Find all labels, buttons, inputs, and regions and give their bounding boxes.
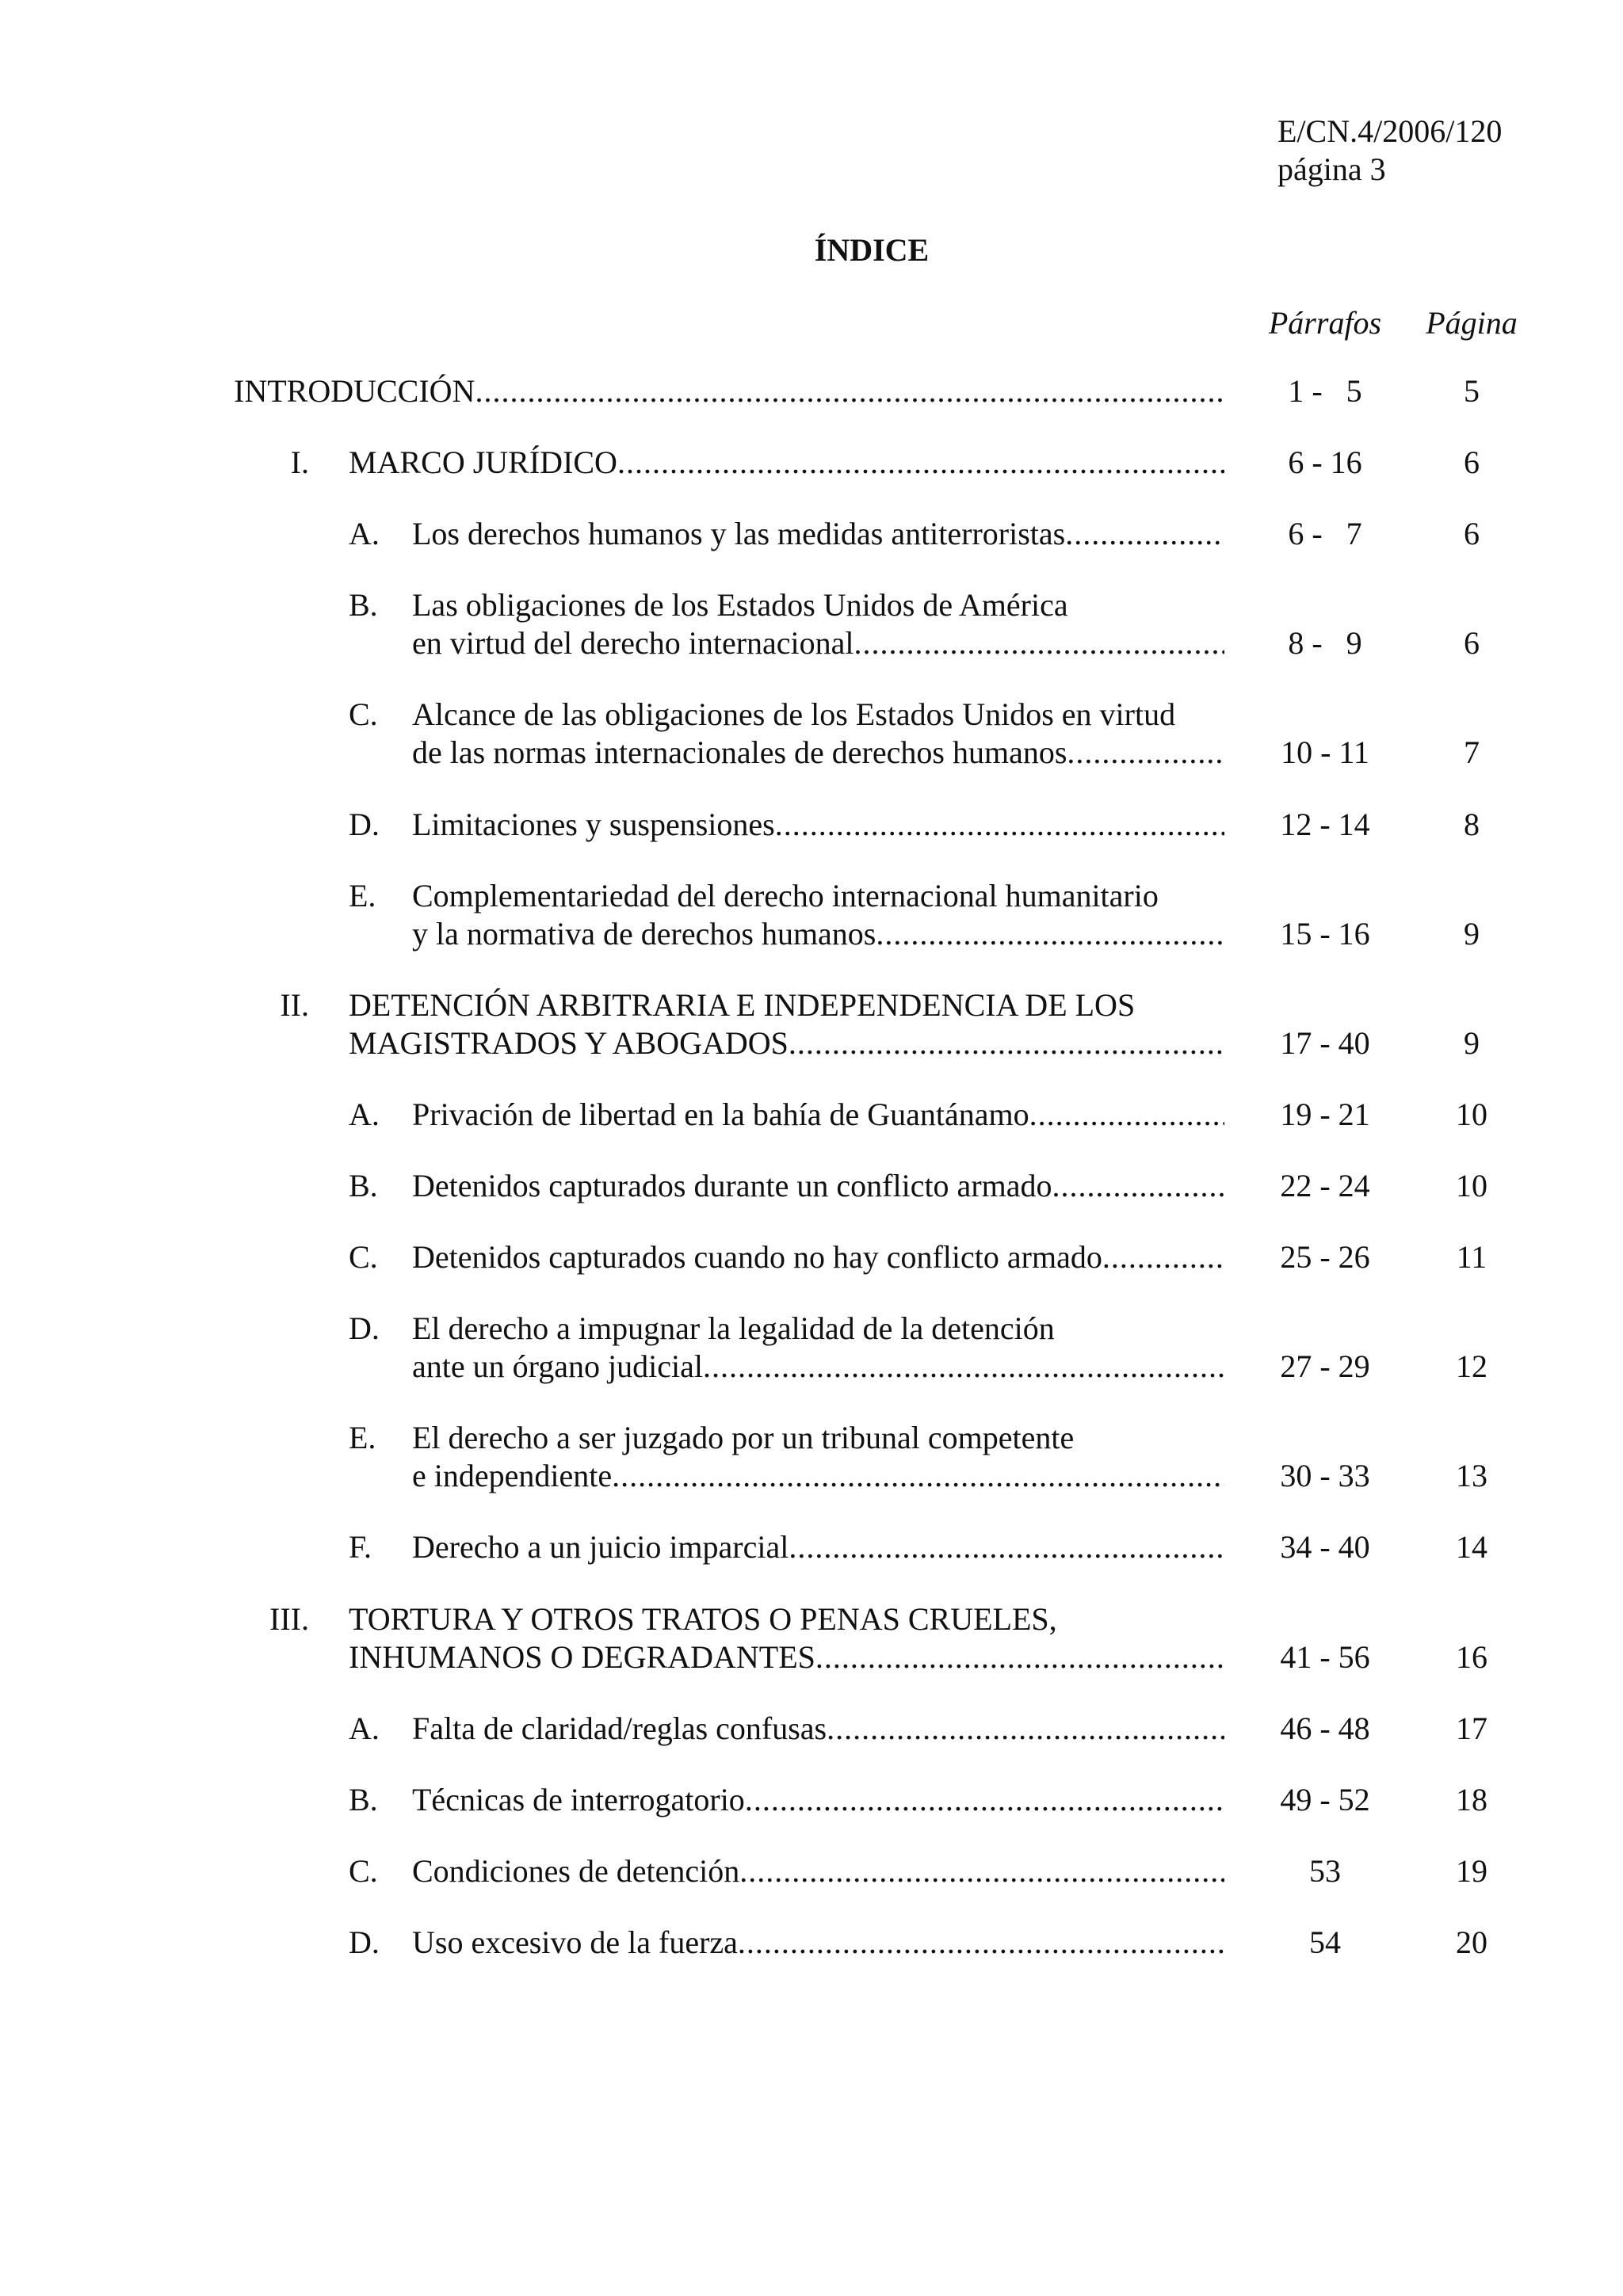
toc-entry-number: B. xyxy=(349,587,378,623)
toc-entry-title: Falta de claridad/reglas confusas xyxy=(412,1711,827,1746)
toc-entry-leader-line xyxy=(412,1852,1224,1890)
document-header xyxy=(1277,113,1502,189)
toc-entry-page: 6 xyxy=(1464,516,1480,551)
toc-entry-leader-line xyxy=(234,372,1224,410)
column-header-page: Página xyxy=(1426,305,1518,341)
dot-leader xyxy=(854,624,1224,662)
toc-entry-paragraphs: 53 xyxy=(1309,1853,1341,1889)
dot-leader xyxy=(617,444,1224,482)
toc-entry-leader-line xyxy=(412,734,1224,772)
toc-entry-title: Uso excesivo de la fuerza xyxy=(412,1924,738,1960)
toc-entry xyxy=(0,877,1623,953)
toc-entry xyxy=(0,1600,1623,1676)
toc-entry-title: Detenidos capturados durante un conflicto armado xyxy=(412,1168,1052,1203)
toc-entry xyxy=(0,1781,1623,1819)
dot-leader xyxy=(703,1348,1224,1386)
toc-entry-number: III. xyxy=(269,1601,309,1637)
toc-entry-paragraphs: 1 - 5 xyxy=(1288,373,1362,409)
toc-entry-title: MAGISTRADOS Y ABOGADOS xyxy=(349,1025,789,1061)
toc-entry-page: 10 xyxy=(1456,1168,1487,1203)
toc-entry-leader-line xyxy=(412,806,1224,844)
toc-entry-leader-line xyxy=(349,1024,1224,1062)
toc-entry-leader-line xyxy=(349,1638,1224,1676)
toc-entry-leader-line xyxy=(412,1348,1224,1386)
toc-entry-title: Limitaciones y suspensiones xyxy=(412,807,775,842)
toc-entry-number: D. xyxy=(349,1310,380,1346)
toc-entry-title: Técnicas de interrogatorio xyxy=(412,1782,745,1817)
toc-entry-paragraphs: 30 - 33 xyxy=(1280,1458,1370,1493)
dot-leader xyxy=(739,1852,1224,1890)
page-label: página 3 xyxy=(1277,151,1386,187)
toc-entry-paragraphs: 17 - 40 xyxy=(1280,1025,1370,1061)
toc-entry-title: Los derechos humanos y las medidas antiterroristas xyxy=(412,516,1066,551)
toc-entry-leader-line xyxy=(412,1167,1224,1205)
toc-entry-page: 9 xyxy=(1464,1025,1480,1061)
toc-entry-paragraphs: 12 - 14 xyxy=(1280,807,1370,842)
toc-entry-number: F. xyxy=(349,1529,372,1565)
dot-leader xyxy=(876,915,1224,953)
toc-entry-page: 19 xyxy=(1456,1853,1487,1889)
toc-entry-paragraphs: 46 - 48 xyxy=(1280,1711,1370,1746)
toc-entry-page: 6 xyxy=(1464,444,1480,480)
toc-entry-title: ante un órgano judicial xyxy=(412,1348,703,1384)
toc-entry-title: Detenidos capturados cuando no hay conflicto armado xyxy=(412,1239,1102,1275)
toc-entry-page: 6 xyxy=(1464,625,1480,661)
toc-entry-title: Condiciones de detención xyxy=(412,1853,740,1889)
toc-entry-number: E. xyxy=(349,1420,376,1455)
toc-entry-number: C. xyxy=(349,1239,378,1275)
toc-entry-number: II. xyxy=(280,987,309,1023)
toc-entry xyxy=(0,1528,1623,1566)
toc-entry-number: B. xyxy=(349,1168,378,1203)
dot-leader xyxy=(1029,1096,1224,1134)
toc-entry-leader-line xyxy=(412,515,1224,553)
toc-entry-number: C. xyxy=(349,1853,378,1889)
toc-entry-title: en virtud del derecho internacional xyxy=(412,625,854,661)
toc-entry xyxy=(0,1419,1623,1495)
toc-entry-page: 16 xyxy=(1456,1639,1487,1675)
toc-entry-title: El derecho a impugnar la legalidad de la detención xyxy=(412,1310,1055,1346)
toc-entry-page: 8 xyxy=(1464,807,1480,842)
toc-entry xyxy=(0,1924,1623,1962)
dot-leader xyxy=(738,1924,1224,1962)
toc-entry xyxy=(0,1096,1623,1134)
toc-entry-leader-line xyxy=(349,444,1224,482)
dot-leader xyxy=(612,1457,1224,1495)
toc-entry xyxy=(0,1852,1623,1890)
dot-leader xyxy=(1067,734,1224,772)
dot-leader xyxy=(1102,1238,1224,1276)
dot-leader xyxy=(745,1781,1224,1819)
toc-entry-page: 13 xyxy=(1456,1458,1487,1493)
toc-entry xyxy=(0,1710,1623,1748)
toc-entry-page: 20 xyxy=(1456,1924,1487,1960)
toc-entry-page: 11 xyxy=(1456,1239,1487,1275)
toc-entry-leader-line xyxy=(412,1924,1224,1962)
toc-entry xyxy=(0,696,1623,772)
toc-entry xyxy=(0,444,1623,482)
toc-entry xyxy=(0,515,1623,553)
toc-entry-page: 14 xyxy=(1456,1529,1487,1565)
dot-leader xyxy=(827,1710,1224,1748)
dot-leader xyxy=(475,372,1224,410)
toc-entry-page: 17 xyxy=(1456,1711,1487,1746)
dot-leader xyxy=(775,806,1224,844)
dot-leader xyxy=(1052,1167,1225,1205)
toc-entry-number: D. xyxy=(349,807,380,842)
toc-entry xyxy=(0,1310,1623,1386)
toc-entry xyxy=(0,586,1623,662)
toc-entry-paragraphs: 41 - 56 xyxy=(1280,1639,1370,1675)
toc-entry-paragraphs: 22 - 24 xyxy=(1280,1168,1370,1203)
toc-entry-page: 7 xyxy=(1464,734,1480,770)
toc-entry-paragraphs: 8 - 9 xyxy=(1288,625,1362,661)
toc-entry-number: A. xyxy=(349,1711,380,1746)
toc-entry-leader-line xyxy=(412,1710,1224,1748)
toc-entry-paragraphs: 10 - 11 xyxy=(1281,734,1369,770)
toc-title: ÍNDICE xyxy=(814,232,930,268)
toc-entry-leader-line xyxy=(412,1238,1224,1276)
toc-entry-title: Complementariedad del derecho internacional humanitario xyxy=(412,878,1159,913)
toc-entry-page: 12 xyxy=(1456,1348,1487,1384)
dot-leader xyxy=(1065,515,1224,553)
toc-entry-number: I. xyxy=(290,444,309,480)
toc-entry-number: C. xyxy=(349,696,378,732)
toc-entry-page: 18 xyxy=(1456,1782,1487,1817)
toc-entry-paragraphs: 54 xyxy=(1309,1924,1341,1960)
toc-entry-leader-line xyxy=(412,915,1224,953)
toc-entry-page: 10 xyxy=(1456,1097,1487,1132)
toc-entry xyxy=(0,986,1623,1062)
toc-entry-page: 9 xyxy=(1464,916,1480,952)
toc-entry-title: INTRODUCCIÓN xyxy=(234,373,475,409)
toc-entry-paragraphs: 49 - 52 xyxy=(1280,1782,1370,1817)
document-symbol: E/CN.4/2006/120 xyxy=(1277,113,1503,149)
toc-entry-paragraphs: 15 - 16 xyxy=(1280,916,1370,952)
toc-entry xyxy=(0,372,1623,410)
toc-entry-title: y la normativa de derechos humanos xyxy=(412,916,876,952)
toc-entry-leader-line xyxy=(412,1457,1224,1495)
toc-entry-paragraphs: 27 - 29 xyxy=(1280,1348,1370,1384)
toc-entry-number: D. xyxy=(349,1924,380,1960)
toc-entry xyxy=(0,1167,1623,1205)
toc-entry-title: El derecho a ser juzgado por un tribunal competente xyxy=(412,1420,1075,1455)
toc-entry-number: A. xyxy=(349,516,380,551)
toc-entry-title: DETENCIÓN ARBITRARIA E INDEPENDENCIA DE LOS xyxy=(349,987,1136,1023)
toc-entry-number: B. xyxy=(349,1782,378,1817)
toc-entry-title: MARCO JURÍDICO xyxy=(349,444,617,480)
toc-entry-leader-line xyxy=(412,624,1224,662)
toc-entry-title: Privación de libertad en la bahía de Guantánamo xyxy=(412,1097,1029,1132)
toc-entry-paragraphs: 34 - 40 xyxy=(1280,1529,1370,1565)
toc-entry-title: Alcance de las obligaciones de los Estados Unidos en virtud xyxy=(412,696,1176,732)
toc-entry-leader-line xyxy=(412,1781,1224,1819)
dot-leader xyxy=(789,1528,1224,1566)
toc-entry-title: TORTURA Y OTROS TRATOS O PENAS CRUELES, xyxy=(349,1601,1057,1637)
toc-entry-title: INHUMANOS O DEGRADANTES xyxy=(349,1639,815,1675)
toc-entry-paragraphs: 19 - 21 xyxy=(1280,1097,1370,1132)
toc-entry-title: Las obligaciones de los Estados Unidos de América xyxy=(412,587,1068,623)
toc-entry-paragraphs: 25 - 26 xyxy=(1280,1239,1370,1275)
toc-entry-page: 5 xyxy=(1464,373,1480,409)
toc-entry-leader-line xyxy=(412,1528,1224,1566)
toc-entry-number: A. xyxy=(349,1097,380,1132)
toc-entry-leader-line xyxy=(412,1096,1224,1134)
toc-entry-paragraphs: 6 - 16 xyxy=(1288,444,1362,480)
toc-entry xyxy=(0,806,1623,844)
dot-leader xyxy=(789,1024,1224,1062)
toc-entry-title: e independiente xyxy=(412,1458,613,1493)
dot-leader xyxy=(815,1638,1224,1676)
toc-entry xyxy=(0,1238,1623,1276)
toc-entry-paragraphs: 6 - 7 xyxy=(1288,516,1362,551)
toc-entry-number: E. xyxy=(349,878,376,913)
toc-entry-title: de las normas internacionales de derechos humanos xyxy=(412,734,1067,770)
toc-entry-title: Derecho a un juicio imparcial xyxy=(412,1529,789,1565)
column-header-paragraphs: Párrafos xyxy=(1268,305,1382,341)
